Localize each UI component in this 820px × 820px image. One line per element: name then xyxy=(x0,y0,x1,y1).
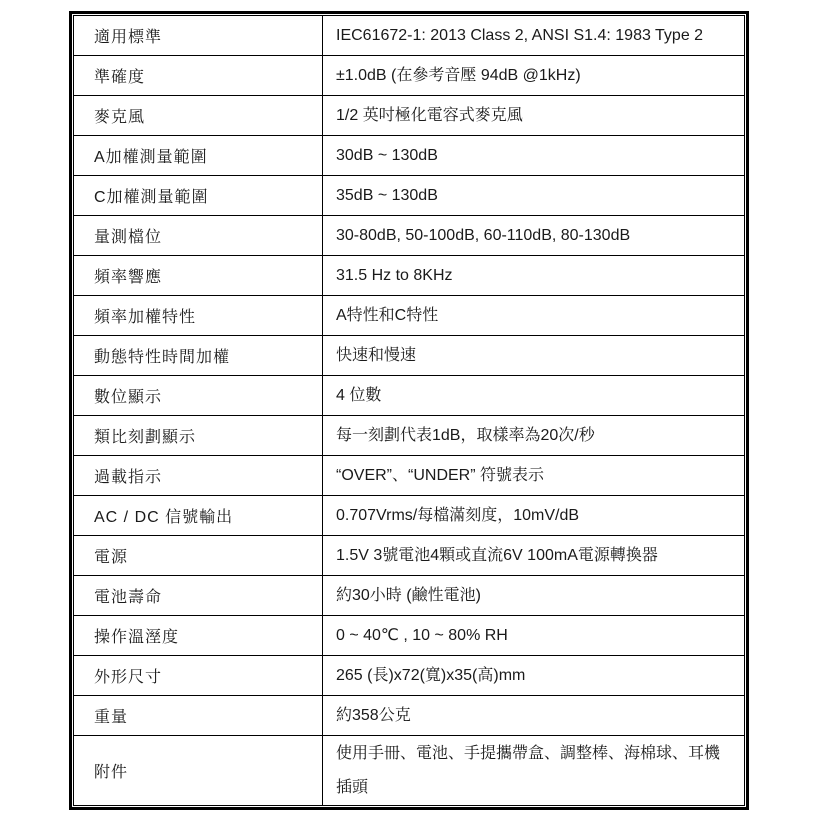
table-row xyxy=(74,656,745,696)
table-row xyxy=(74,16,745,56)
table-row xyxy=(74,336,745,376)
spec-label: 準確度 xyxy=(74,56,323,96)
spec-label: 電池壽命 xyxy=(74,576,323,616)
table-row xyxy=(74,256,745,296)
spec-value: A特性和C特性 xyxy=(323,296,745,336)
spec-label: 頻率響應 xyxy=(74,256,323,296)
spec-label: 電源 xyxy=(74,536,323,576)
spec-value: 每一刻劃代表1dB，取樣率為20次/秒 xyxy=(323,416,745,456)
spec-value: 0.707Vrms/每檔滿刻度，10mV/dB xyxy=(323,496,745,536)
spec-table xyxy=(73,15,745,806)
table-row xyxy=(74,296,745,336)
table-row xyxy=(74,176,745,216)
spec-value: 265 (長)x72(寬)x35(高)mm xyxy=(323,656,745,696)
spec-label: A加權測量範圍 xyxy=(74,136,323,176)
spec-value: 0 ~ 40℃ , 10 ~ 80% RH xyxy=(323,616,745,656)
table-row xyxy=(74,56,745,96)
spec-label: 頻率加權特性 xyxy=(74,296,323,336)
table-row xyxy=(74,456,745,496)
spec-label: 過載指示 xyxy=(74,456,323,496)
spec-value: 1.5V 3號電池4顆或直流6V 100mA電源轉換器 xyxy=(323,536,745,576)
table-row xyxy=(74,136,745,176)
spec-label: 重量 xyxy=(74,696,323,736)
table-row xyxy=(74,96,745,136)
spec-label: C加權測量範圍 xyxy=(74,176,323,216)
spec-label: 適用標準 xyxy=(74,16,323,56)
table-row xyxy=(74,696,745,736)
spec-value: 31.5 Hz to 8KHz xyxy=(323,256,745,296)
spec-value: 快速和慢速 xyxy=(323,336,745,376)
table-row xyxy=(74,736,745,806)
spec-value: 30dB ~ 130dB xyxy=(323,136,745,176)
table-row xyxy=(74,416,745,456)
spec-label: 量測檔位 xyxy=(74,216,323,256)
spec-label: 外形尺寸 xyxy=(74,656,323,696)
spec-label: 數位顯示 xyxy=(74,376,323,416)
spec-table-border xyxy=(69,11,749,810)
spec-value: 約30小時 (鹼性電池) xyxy=(323,576,745,616)
spec-value: 使用手冊、電池、手提攜帶盒、調整棒、海棉球、耳機插頭 xyxy=(323,736,745,806)
spec-value: 約358公克 xyxy=(323,696,745,736)
table-row xyxy=(74,576,745,616)
spec-value: 1/2 英吋極化電容式麥克風 xyxy=(323,96,745,136)
spec-value: ±1.0dB (在參考音壓 94dB @1kHz) xyxy=(323,56,745,96)
table-row xyxy=(74,616,745,656)
spec-value: “OVER”、“UNDER” 符號表示 xyxy=(323,456,745,496)
spec-value: 4 位數 xyxy=(323,376,745,416)
table-row xyxy=(74,496,745,536)
spec-label: AC / DC 信號輸出 xyxy=(74,496,323,536)
spec-label: 類比刻劃顯示 xyxy=(74,416,323,456)
spec-label: 麥克風 xyxy=(74,96,323,136)
table-row xyxy=(74,216,745,256)
spec-value: 30-80dB, 50-100dB, 60-110dB, 80-130dB xyxy=(323,216,745,256)
table-row xyxy=(74,536,745,576)
spec-label: 動態特性時間加權 xyxy=(74,336,323,376)
table-row xyxy=(74,376,745,416)
spec-value: 35dB ~ 130dB xyxy=(323,176,745,216)
spec-label: 附件 xyxy=(74,736,323,806)
spec-value: IEC61672-1: 2013 Class 2, ANSI S1.4: 1983 Type 2 xyxy=(323,16,745,56)
spec-label: 操作溫溼度 xyxy=(74,616,323,656)
